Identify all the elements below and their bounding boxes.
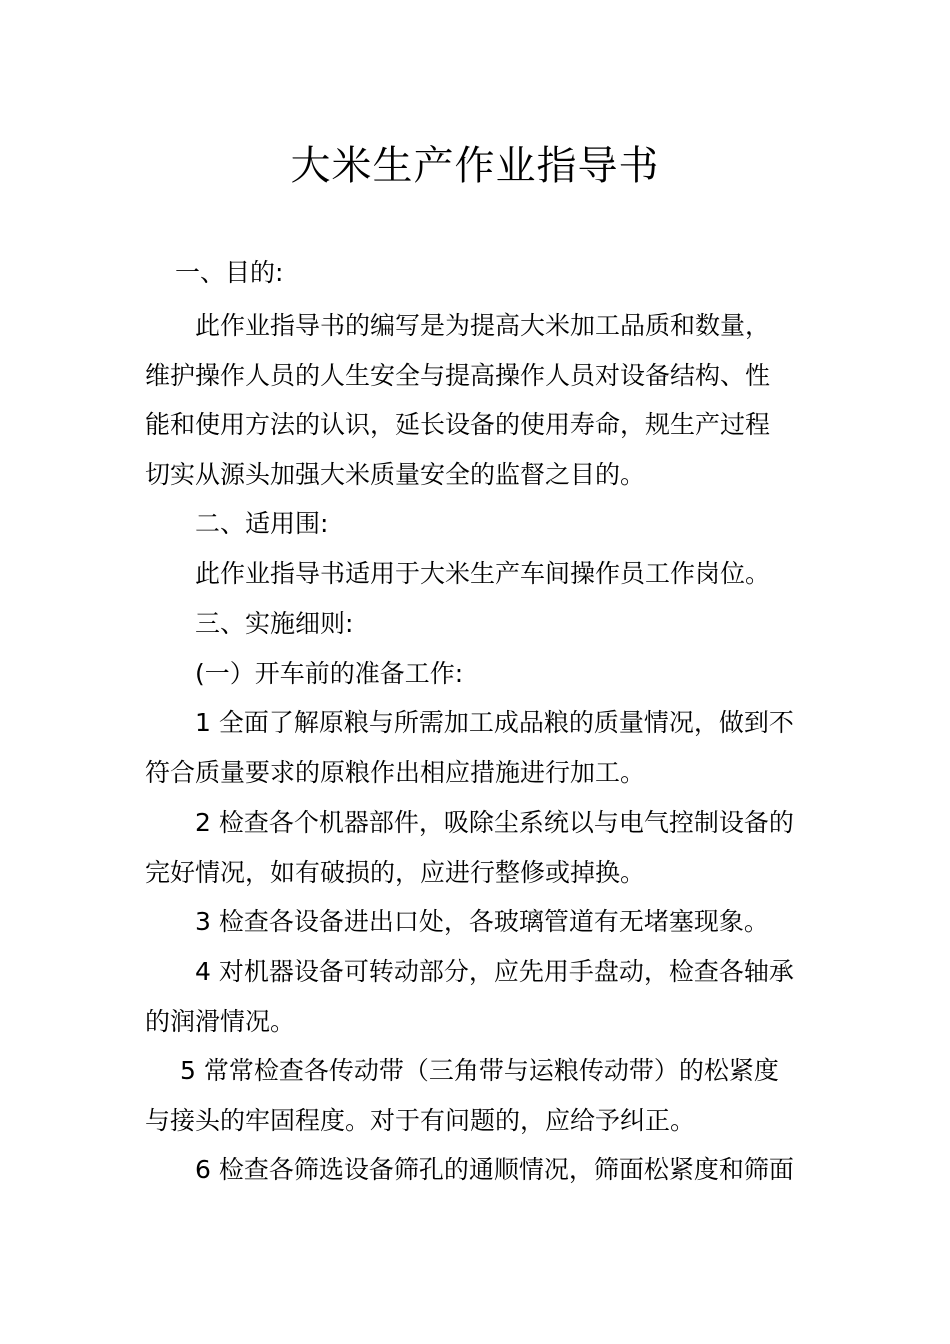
- document-title: 大米生产作业指导书: [290, 143, 660, 189]
- paragraph-line: 切实从源头加强大米质量安全的监督之目的。: [145, 460, 646, 489]
- paragraph-line: 维护操作人员的人生安全与提高操作人员对设备结构、性: [145, 361, 771, 390]
- list-item-line: 5 常常检查各传动带（三角带与运粮传动带）的松紧度: [180, 1056, 779, 1085]
- list-item-line: 6 检查各筛选设备筛孔的通顺情况，筛面松紧度和筛面: [195, 1155, 794, 1184]
- paragraph-line: 能和使用方法的认识，延长设备的使用寿命，规生产过程: [145, 410, 771, 439]
- paragraph-line: 此作业指导书的编写是为提高大米加工品质和数量，: [195, 311, 771, 340]
- list-item-line: 与接头的牢固程度。对于有问题的，应给予纠正。: [145, 1106, 696, 1135]
- list-item-line: 1 全面了解原粮与所需加工成品粮的质量情况，做到不: [195, 708, 794, 737]
- section-heading-rules: 三、实施细则:: [195, 609, 354, 638]
- paragraph-line: 此作业指导书适用于大米生产车间操作员工作岗位。: [195, 559, 771, 588]
- list-item-line: 3 检查各设备进出口处，各玻璃管道有无堵塞现象。: [195, 907, 769, 936]
- list-item-line: 4 对机器设备可转动部分，应先用手盘动，检查各轴承: [195, 957, 794, 986]
- section-heading-purpose: 一、目的:: [175, 258, 284, 287]
- list-item-line: 的润滑情况。: [145, 1007, 296, 1036]
- list-item-line: 符合质量要求的原粮作出相应措施进行加工。: [145, 758, 646, 787]
- list-item-line: 2 检查各个机器部件，吸除尘系统以与电气控制设备的: [195, 808, 794, 837]
- list-item-line: 完好情况，如有破损的，应进行整修或掉换。: [145, 858, 646, 887]
- section-heading-scope: 二、适用围:: [195, 509, 329, 538]
- subsection-heading: (一）开车前的准备工作:: [195, 659, 464, 688]
